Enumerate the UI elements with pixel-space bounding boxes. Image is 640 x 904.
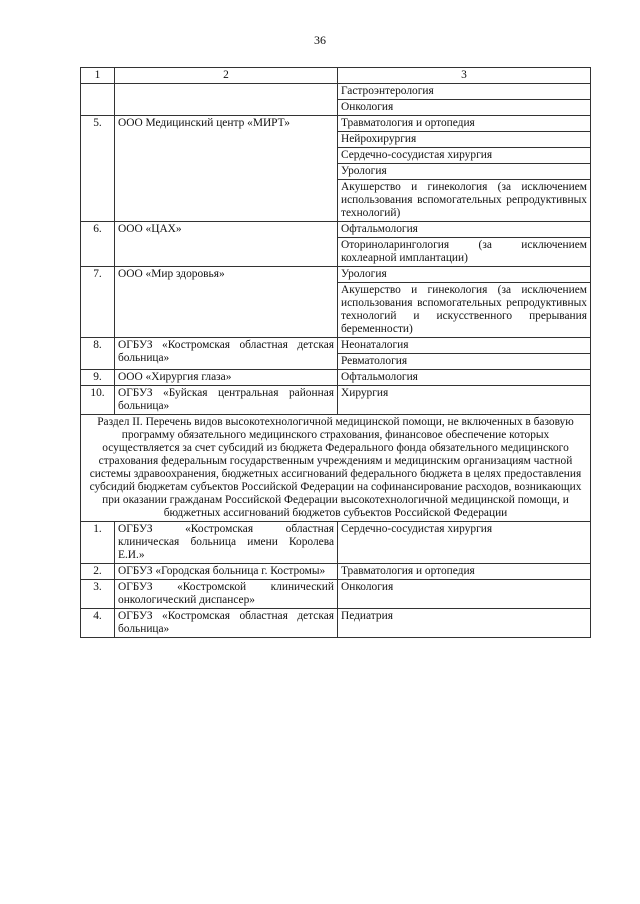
section-row xyxy=(81,415,591,522)
table-row xyxy=(81,222,591,238)
organization-name: ОГБУЗ «Костромской клинический онкологический диспансер» xyxy=(115,580,338,609)
profile-cell: Онкология xyxy=(338,100,591,116)
row-number: 1. xyxy=(81,522,115,564)
profile-cell: Онкология xyxy=(338,580,591,609)
table-row xyxy=(81,370,591,386)
profile-cell: Акушерство и гинекология (за исключением использования вспомогательных репродуктивных технологий и искусственного прерывания беременности) xyxy=(338,283,591,338)
profile-cell: Педиатрия xyxy=(338,609,591,638)
organization-name: ООО «Мир здоровья» xyxy=(115,267,338,338)
table-row xyxy=(81,267,591,283)
organization-name: ОГБУЗ «Буйская центральная районная больница» xyxy=(115,386,338,415)
profile-cell: Гастроэнтерология xyxy=(338,84,591,100)
table-row xyxy=(81,564,591,580)
organizations-table xyxy=(80,67,591,638)
organization-name: ОГБУЗ «Городская больница г. Костромы» xyxy=(115,564,338,580)
row-number: 10. xyxy=(81,386,115,415)
profile-cell: Офтальмология xyxy=(338,222,591,238)
row-number: 3. xyxy=(81,580,115,609)
row-number: 2. xyxy=(81,564,115,580)
profile-cell: Неонаталогия xyxy=(338,338,591,354)
organization-name: ОГБУЗ «Костромская областная детская больница» xyxy=(115,338,338,370)
header-col-2: 2 xyxy=(115,68,338,84)
profile-cell: Акушерство и гинекология (за исключением использования вспомогательных репродуктивных технологий) xyxy=(338,180,591,222)
profile-cell: Ревматология xyxy=(338,354,591,370)
header-col-1: 1 xyxy=(81,68,115,84)
organization-name: ООО Медицинский центр «МИРТ» xyxy=(115,116,338,222)
table-row xyxy=(81,84,591,100)
profile-cell: Оториноларингология (за исключением кохлеарной имплантации) xyxy=(338,238,591,267)
row-number: 6. xyxy=(81,222,115,267)
table-row xyxy=(81,580,591,609)
profile-cell: Урология xyxy=(338,164,591,180)
table-row xyxy=(81,609,591,638)
header-col-3: 3 xyxy=(338,68,591,84)
row-number: 4. xyxy=(81,609,115,638)
profile-cell: Офтальмология xyxy=(338,370,591,386)
table-row xyxy=(81,386,591,415)
profile-cell: Урология xyxy=(338,267,591,283)
organization-name: ОГБУЗ «Костромская областная детская больница» xyxy=(115,609,338,638)
profile-cell: Травматология и ортопедия xyxy=(338,564,591,580)
organization-name: ООО «ЦАХ» xyxy=(115,222,338,267)
row-number: 5. xyxy=(81,116,115,222)
row-number: 7. xyxy=(81,267,115,338)
profile-cell: Травматология и ортопедия xyxy=(338,116,591,132)
profile-cell: Сердечно-сосудистая хирургия xyxy=(338,148,591,164)
page-number: 36 xyxy=(314,33,326,47)
profile-cell: Хирургия xyxy=(338,386,591,415)
table-header-row xyxy=(81,68,591,84)
profile-cell: Сердечно-сосудистая хирургия xyxy=(338,522,591,564)
organization-name: ООО «Хирургия глаза» xyxy=(115,370,338,386)
row-number: 8. xyxy=(81,338,115,370)
section-2-title: Раздел II. Перечень видов высокотехнологичной медицинской помощи, не включенных в базовую программу обязательного медицинского страхования, финансовое обеспечение которых осуществляется за счет субсидий из бюджета Федерального фонда обязательного медицинского страхования федеральным государственным учреждениям и медицинским организациям частной системы здравоохранения, бюджетных ассигнований федерального бюджета в целях предоставления субсидий бюджетам субъектов Российской Федерации на софинансирование расходов, возникающих при оказании гражданам Российской Федерации высокотехнологичной медицинской помощи, и бюджетных ассигнований бюджетов субъектов Российской Федерации xyxy=(81,415,591,522)
table-row xyxy=(81,338,591,354)
organization-name: ОГБУЗ «Костромская областная клиническая больница имени Королева Е.И.» xyxy=(115,522,338,564)
table-row xyxy=(81,522,591,564)
profile-cell: Нейрохирургия xyxy=(338,132,591,148)
row-number: 9. xyxy=(81,370,115,386)
table-row xyxy=(81,116,591,132)
